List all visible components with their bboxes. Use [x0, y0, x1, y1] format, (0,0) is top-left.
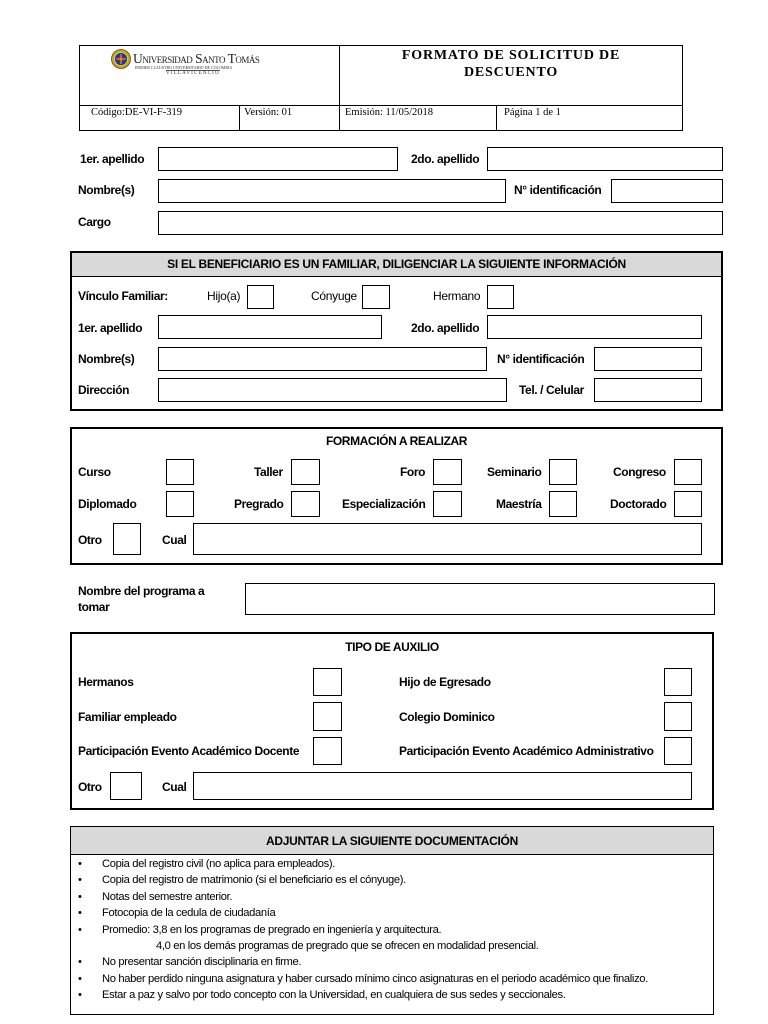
university-subtitle: PRIMER CLAUSTRO UNIVERSITARIO DE COLOMBIA	[135, 65, 233, 70]
training-which-label: Cual	[162, 533, 187, 547]
second-surname-field[interactable]	[487, 147, 723, 171]
aid-family-employee-label: Familiar empleado	[78, 710, 177, 724]
specialization-label: Especialización	[342, 497, 426, 511]
doc-emission: Emisión: 11/05/2018	[345, 107, 433, 118]
family-section-title: SI EL BENEFICIARIO ES UN FAMILIAR, DILIGENCIAR LA SIGUIENTE INFORMACIÓN	[72, 253, 721, 277]
program-label-line2: tomar	[78, 600, 110, 614]
first-surname-field[interactable]	[158, 147, 398, 171]
documents-list	[78, 856, 718, 1004]
spouse-label: Cónyuge	[311, 289, 357, 303]
aid-dominican-school-label: Colegio Dominico	[399, 710, 495, 724]
phone-label: Tel. / Celular	[519, 383, 584, 397]
program-label-line1: Nombre del programa a	[78, 584, 205, 598]
aid-siblings-checkbox[interactable]	[313, 668, 342, 696]
family-names-field[interactable]	[158, 347, 487, 371]
aid-siblings-label: Hermanos	[78, 675, 134, 689]
training-other-label: Otro	[78, 533, 102, 547]
specialization-checkbox[interactable]	[433, 491, 462, 517]
family-first-surname-field[interactable]	[158, 315, 382, 339]
course-label: Curso	[78, 465, 111, 479]
sibling-checkbox[interactable]	[487, 285, 514, 309]
aid-admin-event-label: Participación Evento Académico Administrativo	[399, 744, 654, 758]
sibling-label: Hermano	[433, 289, 481, 303]
undergrad-label: Pregrado	[234, 497, 284, 511]
second-surname-label: 2do. apellido	[411, 152, 480, 166]
list-item: • No presentar sanción disciplinaria en firme.	[78, 956, 302, 969]
aid-which-field[interactable]	[193, 772, 692, 800]
aid-teacher-event-checkbox[interactable]	[313, 737, 342, 765]
forum-label: Foro	[400, 465, 426, 479]
aid-which-label: Cual	[162, 780, 187, 794]
position-label: Cargo	[78, 215, 111, 229]
training-other-checkbox[interactable]	[113, 523, 141, 555]
phone-field[interactable]	[594, 378, 702, 402]
names-label: Nombre(s)	[78, 183, 135, 197]
university-name: Universidad Santo Tomás	[133, 51, 260, 66]
diploma-label: Diplomado	[78, 497, 137, 511]
masters-checkbox[interactable]	[549, 491, 577, 517]
spouse-checkbox[interactable]	[362, 285, 390, 309]
names-field[interactable]	[158, 179, 506, 203]
masters-label: Maestría	[496, 497, 542, 511]
aid-family-employee-checkbox[interactable]	[313, 702, 342, 731]
child-checkbox[interactable]	[247, 285, 274, 309]
aid-title: TIPO DE AUXILIO	[345, 640, 439, 654]
forum-checkbox[interactable]	[433, 459, 462, 485]
aid-other-label: Otro	[78, 780, 102, 794]
training-which-field[interactable]	[193, 523, 702, 555]
workshop-label: Taller	[254, 465, 283, 479]
seminar-checkbox[interactable]	[549, 459, 577, 485]
university-city: VILLAVICENCIO	[166, 71, 220, 76]
first-surname-label: 1er. apellido	[80, 152, 145, 166]
id-field[interactable]	[611, 179, 723, 203]
aid-admin-event-checkbox[interactable]	[664, 737, 692, 765]
doc-page: Página 1 de 1	[504, 107, 561, 118]
family-second-surname-label: 2do. apellido	[411, 321, 480, 335]
workshop-checkbox[interactable]	[291, 459, 320, 485]
list-item: • Notas del semestre anterior.	[78, 890, 233, 903]
university-seal-icon	[111, 49, 131, 69]
training-title: FORMACIÓN A REALIZAR	[325, 434, 468, 448]
list-item: • Copia del registro civil (no aplica para empleados).	[78, 858, 336, 870]
congress-checkbox[interactable]	[674, 459, 702, 485]
form-title-line1: FORMATO DE SOLICITUD DE	[401, 48, 621, 63]
family-second-surname-field[interactable]	[487, 315, 702, 339]
congress-label: Congreso	[613, 465, 666, 479]
list-item: • Estar a paz y salvo por todo concepto con la Universidad, en cualquiera de sus sedes y seccionales.	[78, 989, 566, 1002]
family-first-surname-label: 1er. apellido	[78, 321, 143, 335]
documents-title: ADJUNTAR LA SIGUIENTE DOCUMENTACIÓN	[71, 827, 713, 855]
aid-graduate-child-label: Hijo de Egresado	[399, 675, 491, 689]
position-field[interactable]	[158, 211, 723, 235]
aid-dominican-school-checkbox[interactable]	[664, 702, 692, 731]
course-checkbox[interactable]	[166, 459, 194, 485]
family-id-label: N° identificación	[497, 352, 585, 366]
list-item: • Fotocopia de la cedula de ciudadanía	[78, 907, 276, 920]
list-item-continuation: 4,0 en los demás programas de pregrado que se ofrecen en modalidad presencial.	[156, 940, 539, 953]
aid-other-checkbox[interactable]	[110, 772, 142, 800]
address-field[interactable]	[158, 378, 507, 402]
seminar-label: Seminario	[487, 465, 542, 479]
program-name-field[interactable]	[245, 583, 715, 615]
aid-graduate-child-checkbox[interactable]	[664, 668, 692, 696]
form-title-line2: DESCUENTO	[463, 65, 559, 80]
list-item: • Copia del registro de matrimonio (si el beneficiario es el cónyuge).	[78, 874, 406, 887]
aid-teacher-event-label: Participación Evento Académico Docente	[78, 744, 300, 758]
diploma-checkbox[interactable]	[166, 491, 194, 517]
address-label: Dirección	[78, 383, 130, 397]
undergrad-checkbox[interactable]	[291, 491, 320, 517]
relationship-label: Vínculo Familiar:	[78, 289, 168, 303]
family-id-field[interactable]	[594, 347, 702, 371]
list-item: • Promedio: 3,8 en los programas de pregrado en ingeniería y arquitectura.	[78, 923, 442, 936]
child-label: Hijo(a)	[207, 289, 241, 303]
list-item: • No haber perdido ninguna asignatura y haber cursado mínimo cinco asignaturas en el periodo académico que finalizo.	[78, 972, 648, 985]
doctorate-checkbox[interactable]	[674, 491, 702, 517]
doc-version: Versión: 01	[244, 107, 293, 118]
doctorate-label: Doctorado	[610, 497, 667, 511]
family-names-label: Nombre(s)	[78, 352, 135, 366]
id-label: N° identificación	[514, 183, 602, 197]
doc-code: Código:DE-VI-F-319	[91, 107, 182, 118]
